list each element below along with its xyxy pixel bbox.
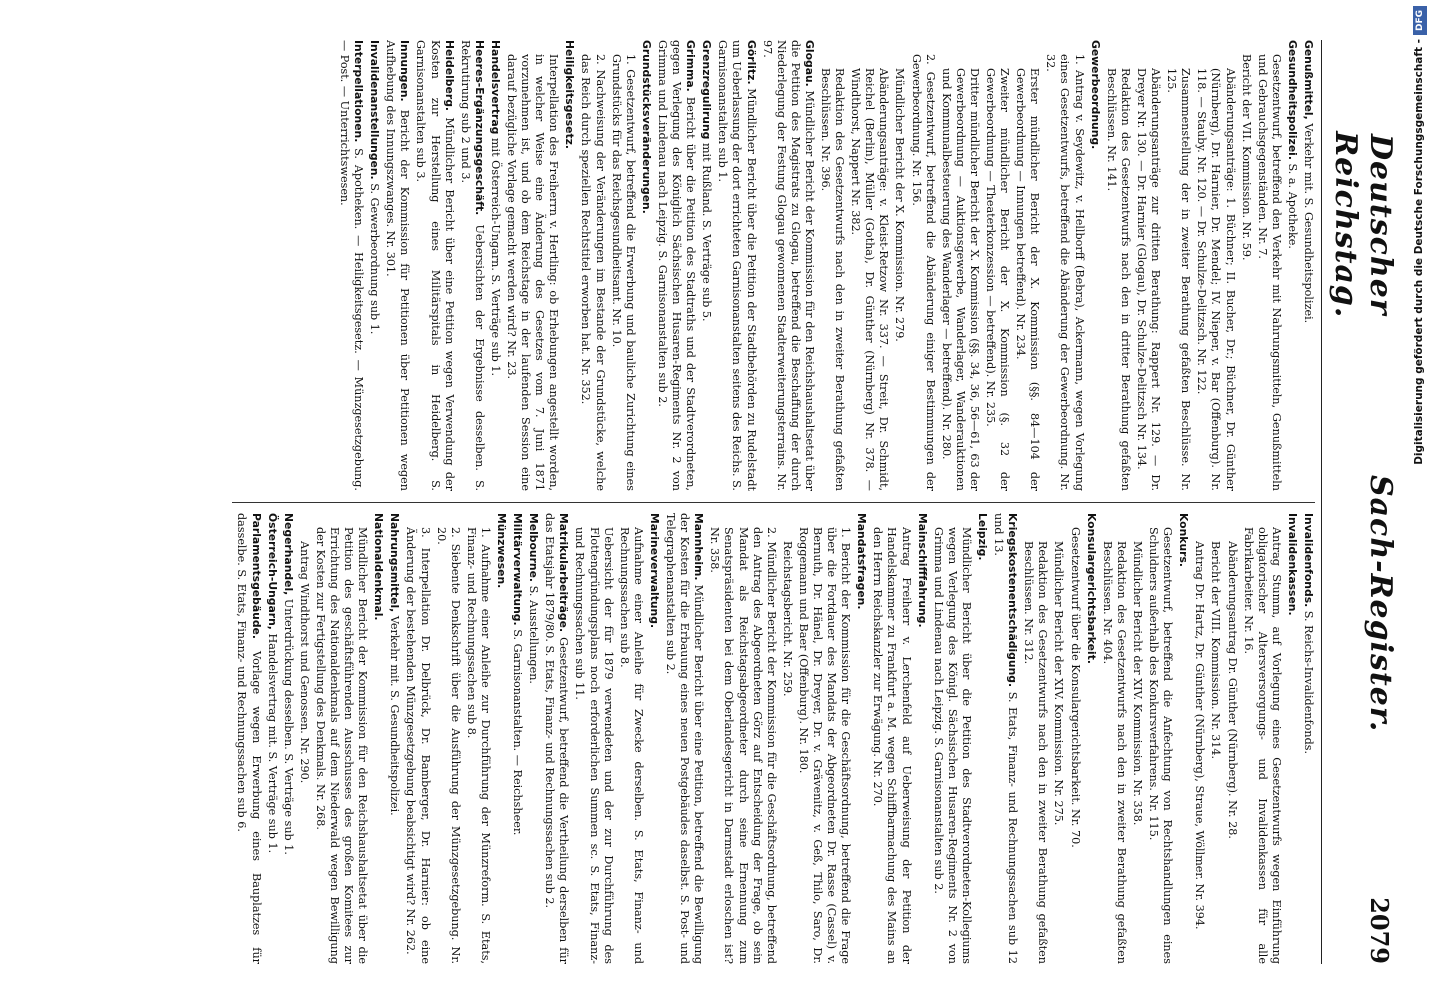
register-entry xyxy=(1051,513,1065,964)
entry-text: 2. Mündlicher Bericht der Kommission für die Geschäftsordnung, betreffend den Antrag des Abgeordneten Görz auf Entscheidung der Frage, ob sein Mandat als Reichstagsabgeordneter durch seine Ernennung zum Senatspräsidenten bei dem Oberlandesgericht in Darmstadt erloschen ist? Nr. 358. xyxy=(708,527,778,964)
entry-text: Zusammenstellung der in zweiter Berathung gefaßten Beschlüsse. Nr. 125. xyxy=(1165,68,1193,491)
entry-text: 2. Gesetzentwurf, betreffend die Abänderung einiger Bestimmungen der Gewerbeordnung. Nr. 156. xyxy=(909,54,937,491)
entry-keyword: Gesundheitspolizei. xyxy=(1285,40,1299,160)
register-entry xyxy=(281,513,295,964)
entry-keyword: Invalidenkassen. xyxy=(1285,513,1299,616)
register-entry xyxy=(639,40,653,491)
entry-keyword: Invalidenfonds. xyxy=(1302,513,1315,608)
register-entry xyxy=(663,513,705,964)
entry-text: Unterdrückung desselben. S. Verträge sub 1. xyxy=(281,598,295,855)
register-entry xyxy=(1146,513,1174,964)
entry-text: Redaktion des Gesetzentwurfs nach den in zweiter Berathung gefaßten Beschlüssen. Nr. 404. xyxy=(1100,541,1128,964)
entry-keyword: Nationaldenkmal. xyxy=(372,513,386,621)
register-entry xyxy=(1088,40,1102,491)
register-entry xyxy=(458,40,486,491)
register-entry xyxy=(297,513,311,964)
entry-text: Redaktion des Gesetzentwurfs nach den in dritter Berathung gefaßten Beschlüssen. Nr. 141. xyxy=(1104,68,1132,491)
entry-keyword: Nahrungsmittel, xyxy=(388,513,402,613)
entry-keyword: Gewerbeordnung. xyxy=(1088,40,1102,150)
register-entry xyxy=(983,40,1011,491)
entry-keyword: Münzwesen. xyxy=(495,513,509,589)
entry-keyword: Marineverwaltung. xyxy=(647,513,661,629)
register-entry xyxy=(848,40,890,491)
entry-text: Mündlicher Bericht der Kommission für den Reichshaushaltsetat über die Petition des Magistrats zu Glogau, betreffend die Beschaffung der durch Niederlegung der Festung Glogau gewonnenen Stadterweiterungsterrains. Nr. 97. xyxy=(760,40,816,491)
register-entry xyxy=(1068,513,1082,964)
register-entry xyxy=(1301,40,1315,491)
register-entry xyxy=(488,40,502,491)
register-entry xyxy=(1241,513,1283,964)
entry-text: Gesetzentwurf, betreffend den Verkehr mit Nahrungsmitteln, Genußmitteln und Gebrauchsgegenständen. Nr. 7. xyxy=(1255,54,1283,491)
entry-text: Mündlicher Bericht der XIV. Kommission. Nr. 275. xyxy=(1052,541,1066,826)
entry-keyword: Grundstücksveränderungen. xyxy=(639,40,653,214)
entry-text: Mündlicher Bericht über die Petition des Stadtverordneten-Kollegiums wegen Verlegung des Königl. Sächsischen Husaren-Regiments Nr. 2 von Grimma und Lindenau nach Leipzig. S. Garnisonanstalten sub 2. xyxy=(931,527,973,964)
register-entry xyxy=(1130,513,1144,964)
register-entry xyxy=(707,513,777,964)
register-entry xyxy=(526,513,540,964)
entry-text: S. Gewerbeordnung sub 1. xyxy=(368,183,382,335)
register-entry xyxy=(234,513,262,964)
entry-text: Verkehr mit. S. Gesundheitspolizei. xyxy=(388,615,402,816)
register-entry xyxy=(1301,513,1315,964)
register-entry xyxy=(387,513,401,964)
entry-keyword: Mannheim. xyxy=(692,513,706,581)
entry-text: Bericht der VIII. Kommission. Nr. 314. xyxy=(1209,541,1223,760)
entry-text: Interpellation des Freiherrn v. Hertling: ob Erhebungen angestellt worden, in welcher Weise eine Änderung des Gesetzes vom 7. Juni 1871 vorzunehmen ist, und ob dem Reichstage in der laufenden Session eine darauf bezügliche Vorlage gemacht werden wird? Nr. 23. xyxy=(505,54,561,491)
entry-text: Bericht der Kommission für Petitionen über Petitionen wegen Aufhebung des Innungszwanges. Nr. 301. xyxy=(384,40,412,491)
register-entry xyxy=(383,40,411,491)
register-entry xyxy=(1084,513,1098,964)
register-entry xyxy=(617,513,645,964)
entry-text: Redaktion des Gesetzentwurfs nach den in zweiter Berathung gefaßten Beschlüssen. Nr. 312. xyxy=(1022,541,1050,964)
page-number: 2079 xyxy=(1365,897,1394,964)
register-entry xyxy=(1192,513,1206,964)
register-entry xyxy=(313,513,369,964)
entry-text: Mündlicher Bericht der XIV. Kommission. Nr. 358. xyxy=(1130,541,1144,826)
entry-keyword: Innungen. xyxy=(398,40,412,102)
entry-text: Antrag Freiherr v. Lerchenfeld auf Ueberweisung der Petition der Handelskammer zu Frankfurt a. M. wegen Schiffbarmachung des Mains an den Herrn Reichskanzler zur Erwägung. Nr. 270. xyxy=(871,527,913,964)
entry-text: Redaktion des Gesetzentwurfs nach den in zweiter Berathung gefaßten Beschlüssen. Nr. 396. xyxy=(819,68,847,491)
entry-text: Gesetzentwurf, betreffend die Anfechtung von Rechtshandlungen eines Schuldners außerhalb des Konkursverfahrens. Nr. 115. xyxy=(1147,527,1175,964)
side-note-text xyxy=(1406,0,1432,1000)
register-entry xyxy=(915,513,929,964)
entry-text: Antrag Stumm, auf Vorlegung eines Gesetzentwurfs wegen Einführung obligatorischer Altersversorgungs- und Invalidenkassen für alle Fabrikarbeiter. Nr. 16. xyxy=(1241,527,1283,964)
entry-text: 1. Gesetzentwurf, betreffend die Erwerbung und bauliche Zurichtung eines Grundstücks für das Reichsgesundheitsamt. Nr. 10. xyxy=(609,54,637,491)
entry-keyword: Genußmittel, xyxy=(1302,40,1315,120)
entry-text: Bericht über die Petition des Stadtraths und der Stadtverordneten, gegen Verlegung des Königlich Sächsischen Husaren-Regiments Nr. 2 von Grimma und Lindenau nach Leipzig. S. Garnisonanstalten sub 2. xyxy=(655,40,698,492)
entry-text: Gesetzentwurf über die Konsulargerichtsbarkeit. Nr. 70. xyxy=(1068,527,1082,848)
register-entry xyxy=(504,40,560,491)
header-left-title: Deutscher Reichstag. xyxy=(1328,131,1398,319)
entry-text: S. Apotheken. — Heiligkeitsgesetz. — Münzgesetzgebung. — Post. — Unterrichtswesen. xyxy=(338,40,366,491)
register-entry xyxy=(464,513,492,964)
entry-text: Reichstagsbericht. Nr. 259. xyxy=(780,541,794,697)
register-entry xyxy=(647,513,661,964)
entry-text: 1. Antrag v. Seydewitz, v. Hellborff (Bebra), Ackermann, wegen Vorlegung eines Gesetzentwurfs, betreffend die Abänderung der Gewerbeordnung. Nr. 32. xyxy=(1044,54,1086,491)
entry-keyword: Heidelberg. xyxy=(442,40,456,112)
entry-text: Abänderungsanträge zur dritten Berathung: Rappert Nr. 129. — Dr. Dreyer Nr. 130. — Dr. Harnier (Glogau), Dr. Schulze-Delitzsch Nr. 134. xyxy=(1134,68,1163,491)
entry-text: Handelsvertrag mit. S. Verträge sub 1. xyxy=(265,633,279,854)
entry-text: Zweiter mündlicher Bericht der X. Kommission (§. 32 der Gewerbeordnung — Theaterkonzession — betreffend). Nr. 235. xyxy=(984,68,1012,491)
register-entry xyxy=(715,40,757,491)
column-divider xyxy=(232,502,1315,503)
right-column xyxy=(232,513,1315,964)
entry-text: 2. Siebente Denkschrift über die Ausführung der Münzgesetzgebung. Nr. 20. xyxy=(434,527,462,964)
register-entry xyxy=(367,40,381,491)
register-entry xyxy=(991,513,1019,964)
left-column xyxy=(232,40,1315,491)
entry-text: Verkehr mit. S. Gesundheitspolizei. xyxy=(1302,123,1315,324)
entry-text: Mündlicher Bericht über eine Petition, betreffend die Bewilligung der Kosten für die Erbauung eines neuen Postgebäudes daselbst. S. Post- und Telegraphenanstalten sub 2. xyxy=(664,513,706,964)
entry-text: Vorlage wegen Erwerbung eines Bauplatzes für dasselbe. S. Etats, Finanz- und Rechnungssachen sub 6. xyxy=(235,513,263,964)
register-entry xyxy=(1239,40,1253,491)
page-header xyxy=(1328,40,1398,964)
register-entry xyxy=(1285,513,1299,964)
register-entry xyxy=(939,40,981,491)
entry-text: mit Rußland. S. Verträge sub 5. xyxy=(700,142,714,322)
entry-keyword: Parlamentsgebäude. xyxy=(249,513,263,639)
entry-text: S. Reichs-Invalidenfonds. xyxy=(1302,610,1315,755)
entry-text: 1. Bericht der Kommission für die Geschäftsordnung, betreffend die Frage über die Fortdauer des Mandats der Abgeordneten Dr. Rasse (Cassel) v. Bernuth, Dr. Hänel, Dr. Dreyer, Dr. v. Grävenitz, v. Geß, Thilo, Saro, Dr. Roggemann und Baer (Offenburg). Nr. 180. xyxy=(796,527,853,964)
register-entry xyxy=(699,40,713,491)
register-entry xyxy=(655,40,697,491)
entry-text: Mündlicher Bericht der X. Kommission. Nr. 279. xyxy=(893,68,907,342)
entry-keyword: Konkurs. xyxy=(1177,513,1191,568)
register-entry xyxy=(413,40,455,491)
entry-keyword: Grimma. xyxy=(684,40,698,92)
entry-text: Mündlicher Bericht der Kommission für den Reichshaushaltsetat über die Petition des geschäftsführenden Ausschusses des großen Komitees zur Errichtung des Nationaldenkmals auf dem Niederwald wegen Bewilligung der Kosten zur Fertigstellung des Denkmals. Nr. 268. xyxy=(313,527,370,964)
entry-text: S. Garnisonanstalten. — Reichsheer. xyxy=(511,629,525,836)
entry-keyword: Invalidenanstellungen. xyxy=(368,40,382,180)
entry-text: Aufnahme einer Anleihe für Zwecke derselben. S. Etats, Finanz- und Rechnungssachen sub 8. xyxy=(617,527,645,964)
dfg-badge: DFG xyxy=(1413,6,1427,35)
entry-keyword: Konsulargerichtsbarkeit. xyxy=(1084,513,1098,664)
register-entry xyxy=(818,40,846,491)
entry-keyword: Leipzig. xyxy=(976,513,990,561)
entry-keyword: Negerhandel, xyxy=(281,513,295,596)
register-entry xyxy=(908,40,936,491)
register-entry xyxy=(1021,513,1049,964)
register-entry xyxy=(609,40,637,491)
entry-text: Abänderungsanträge: v. Kleist-Retzow Nr. 337. — Streit, Dr. Schmidt, Reichel (Berlin), Müller (Gotha), Dr. Günther (Nürnberg) Nr. 378. — Windthorst, Nappert Nr. 382. xyxy=(849,68,891,491)
entry-text: S. a. Apotheke. xyxy=(1285,163,1299,249)
register-entry xyxy=(572,513,614,964)
register-entry xyxy=(1134,40,1162,491)
entry-text: mit Österreich-Ungarn. S. Verträge sub 1. xyxy=(488,137,502,377)
entry-keyword: Österreich-Ungarn, xyxy=(265,513,279,630)
register-entry xyxy=(1285,40,1299,491)
entry-text: Uebersicht der für 1879 verwendeten und der zur Durchführung des Flottengründungsplans noch erforderlichen Summen sc. S. Etats, Finanz- und Rechnungssachen sub 11. xyxy=(573,527,615,964)
register-entry xyxy=(1176,513,1190,964)
register-entry xyxy=(1208,513,1222,964)
register-entry xyxy=(780,513,794,964)
entry-text: Abänderungsanträge: 1. Büchner; II. Bucher, Dr.; Büchner, Dr. Günther (Nürnberg), Dr. Harnier, Dr. Mendel; IV. Nieper, v. Bar (Offenburg). Nr. 118. — Stauby. Nr. 120. — Dr. Schulze-Delitzsch. Nr. 122. xyxy=(1195,68,1237,491)
entry-text: 1. Aufnahme einer Anleihe zur Durchführung der Münzreform. S. Etats, Finanz- und Rechnungssachen sub 8. xyxy=(464,527,492,964)
side-note xyxy=(1406,0,1432,1000)
entry-keyword: Interpellationen. xyxy=(352,40,366,143)
register-entry xyxy=(892,40,906,491)
digitization-credit: Digitalisierung gefördert durch die Deutsche Forschungsgemeinschaft - xyxy=(1413,39,1425,465)
entry-text: Uebersichten der Ergebnisse desselben. S. Rekrutirung sub 2 und 3. xyxy=(458,40,486,491)
register-entry xyxy=(1255,40,1283,491)
register-entry xyxy=(434,513,462,964)
entry-keyword: Matrikularbeiträge. xyxy=(557,513,571,633)
entry-text: 3. Interpellation Dr. Delbrück, Dr. Bamberger, Dr. Harnier: ob eine Änderung der bestehenden Münzgesetzgebung beabsichtigt wird? Nr. 262. xyxy=(404,527,432,964)
entry-text: Mündlicher Bericht über die Petition der Stadtbehörden zu Rudelstadt um Ueberlassung der dort errichteten Garnisonanstalten seitens des Reichs. S. Garnisonanstalten sub 1. xyxy=(716,40,758,491)
entry-keyword: Heeres-Ergänzungsgeschäft. xyxy=(472,40,486,216)
register-entry xyxy=(870,513,912,964)
register-entry xyxy=(1013,40,1041,491)
entry-text: S. Ausstellungen. xyxy=(527,585,541,684)
register-entry xyxy=(796,513,852,964)
entry-text: S. Etats, Finanz- und Rechnungssachen sub 12 und 13. xyxy=(992,513,1020,964)
register-entry xyxy=(1100,513,1128,964)
register-entry xyxy=(542,513,570,964)
entry-text: Bericht der VII. Kommission. Nr. 59. xyxy=(1239,54,1253,261)
register-entry xyxy=(371,513,385,964)
entry-keyword: Mandatsfragen. xyxy=(855,513,869,610)
register-entry xyxy=(1043,40,1085,491)
entry-keyword: Kriegskostenentschädigung. xyxy=(1006,513,1020,688)
entry-text: Dritter mündlicher Bericht der X. Kommission (§§. 34, 36, 56—61, 63 der Gewerbeordnung — Auktionsgewerbe, Wanderlager, Wanderauktionen und Kommunalbesteuerung des Wanderlager — betreffend). Nr. 280. xyxy=(939,68,981,491)
register-columns xyxy=(232,40,1315,964)
entry-keyword: Handelsvertrag xyxy=(488,40,502,135)
register-entry xyxy=(403,513,431,964)
entry-text: Antrag Windthorst und Genossen. Nr. 290. xyxy=(297,541,311,784)
entry-keyword: Militärverwaltung. xyxy=(511,513,525,626)
register-entry xyxy=(562,40,576,491)
register-entry xyxy=(760,40,816,491)
entry-keyword: Glogau. xyxy=(802,40,816,87)
entry-text: Mündlicher Bericht über eine Petition wegen Verwendung der Kosten zur Herstellung eines Militärspitals in Heidelberg. S. Garnisonanstalten sub 3. xyxy=(414,40,456,491)
register-entry xyxy=(975,513,989,964)
entry-text: Erster mündlicher Bericht der X. Kommission (§§. 84—104 der Gewerbeordnung — Innungen betreffend). Nr. 234. xyxy=(1014,68,1042,491)
register-entry xyxy=(1194,40,1236,491)
entry-text: 2. Nachweisung der Veränderungen im Bestande der Grundstücke, welche das Reich durch speziellen Rechtstitel erworben hat. Nr. 352. xyxy=(579,54,607,491)
header-right-title: Sach-Register. xyxy=(1363,474,1398,733)
entry-keyword: Görlitz. xyxy=(744,40,758,85)
header-rule xyxy=(1321,40,1322,964)
register-entry xyxy=(1164,40,1192,491)
entry-text: Antrag Dr. Hartz, Dr. Günther (Nürnberg), Straue, Wöllmer. Nr. 394. xyxy=(1193,541,1207,930)
register-entry xyxy=(494,513,508,964)
register-entry xyxy=(578,40,606,491)
entry-keyword: Heiligkeitsgesetz. xyxy=(563,40,577,150)
register-entry xyxy=(337,40,365,491)
register-entry xyxy=(1224,513,1238,964)
entry-text: Gesetzentwurf, betreffend die Vertheilung derselben für das Etatsjahr 1879/80. S. Etats, Finanz- und Rechnungssachen sub 2. xyxy=(543,513,571,965)
register-entry xyxy=(854,513,868,964)
register-entry xyxy=(265,513,279,964)
entry-keyword: Grenzregulirung xyxy=(700,40,714,140)
entry-text: Abänderungsantrag Dr. Günther (Nürnberg). Nr. 28. xyxy=(1225,541,1239,839)
entry-keyword: Mainschifffahrung. xyxy=(915,513,929,628)
register-entry xyxy=(1104,40,1132,491)
register-entry xyxy=(510,513,524,964)
register-entry xyxy=(931,513,973,964)
entry-keyword: Melbourne. xyxy=(527,513,541,583)
